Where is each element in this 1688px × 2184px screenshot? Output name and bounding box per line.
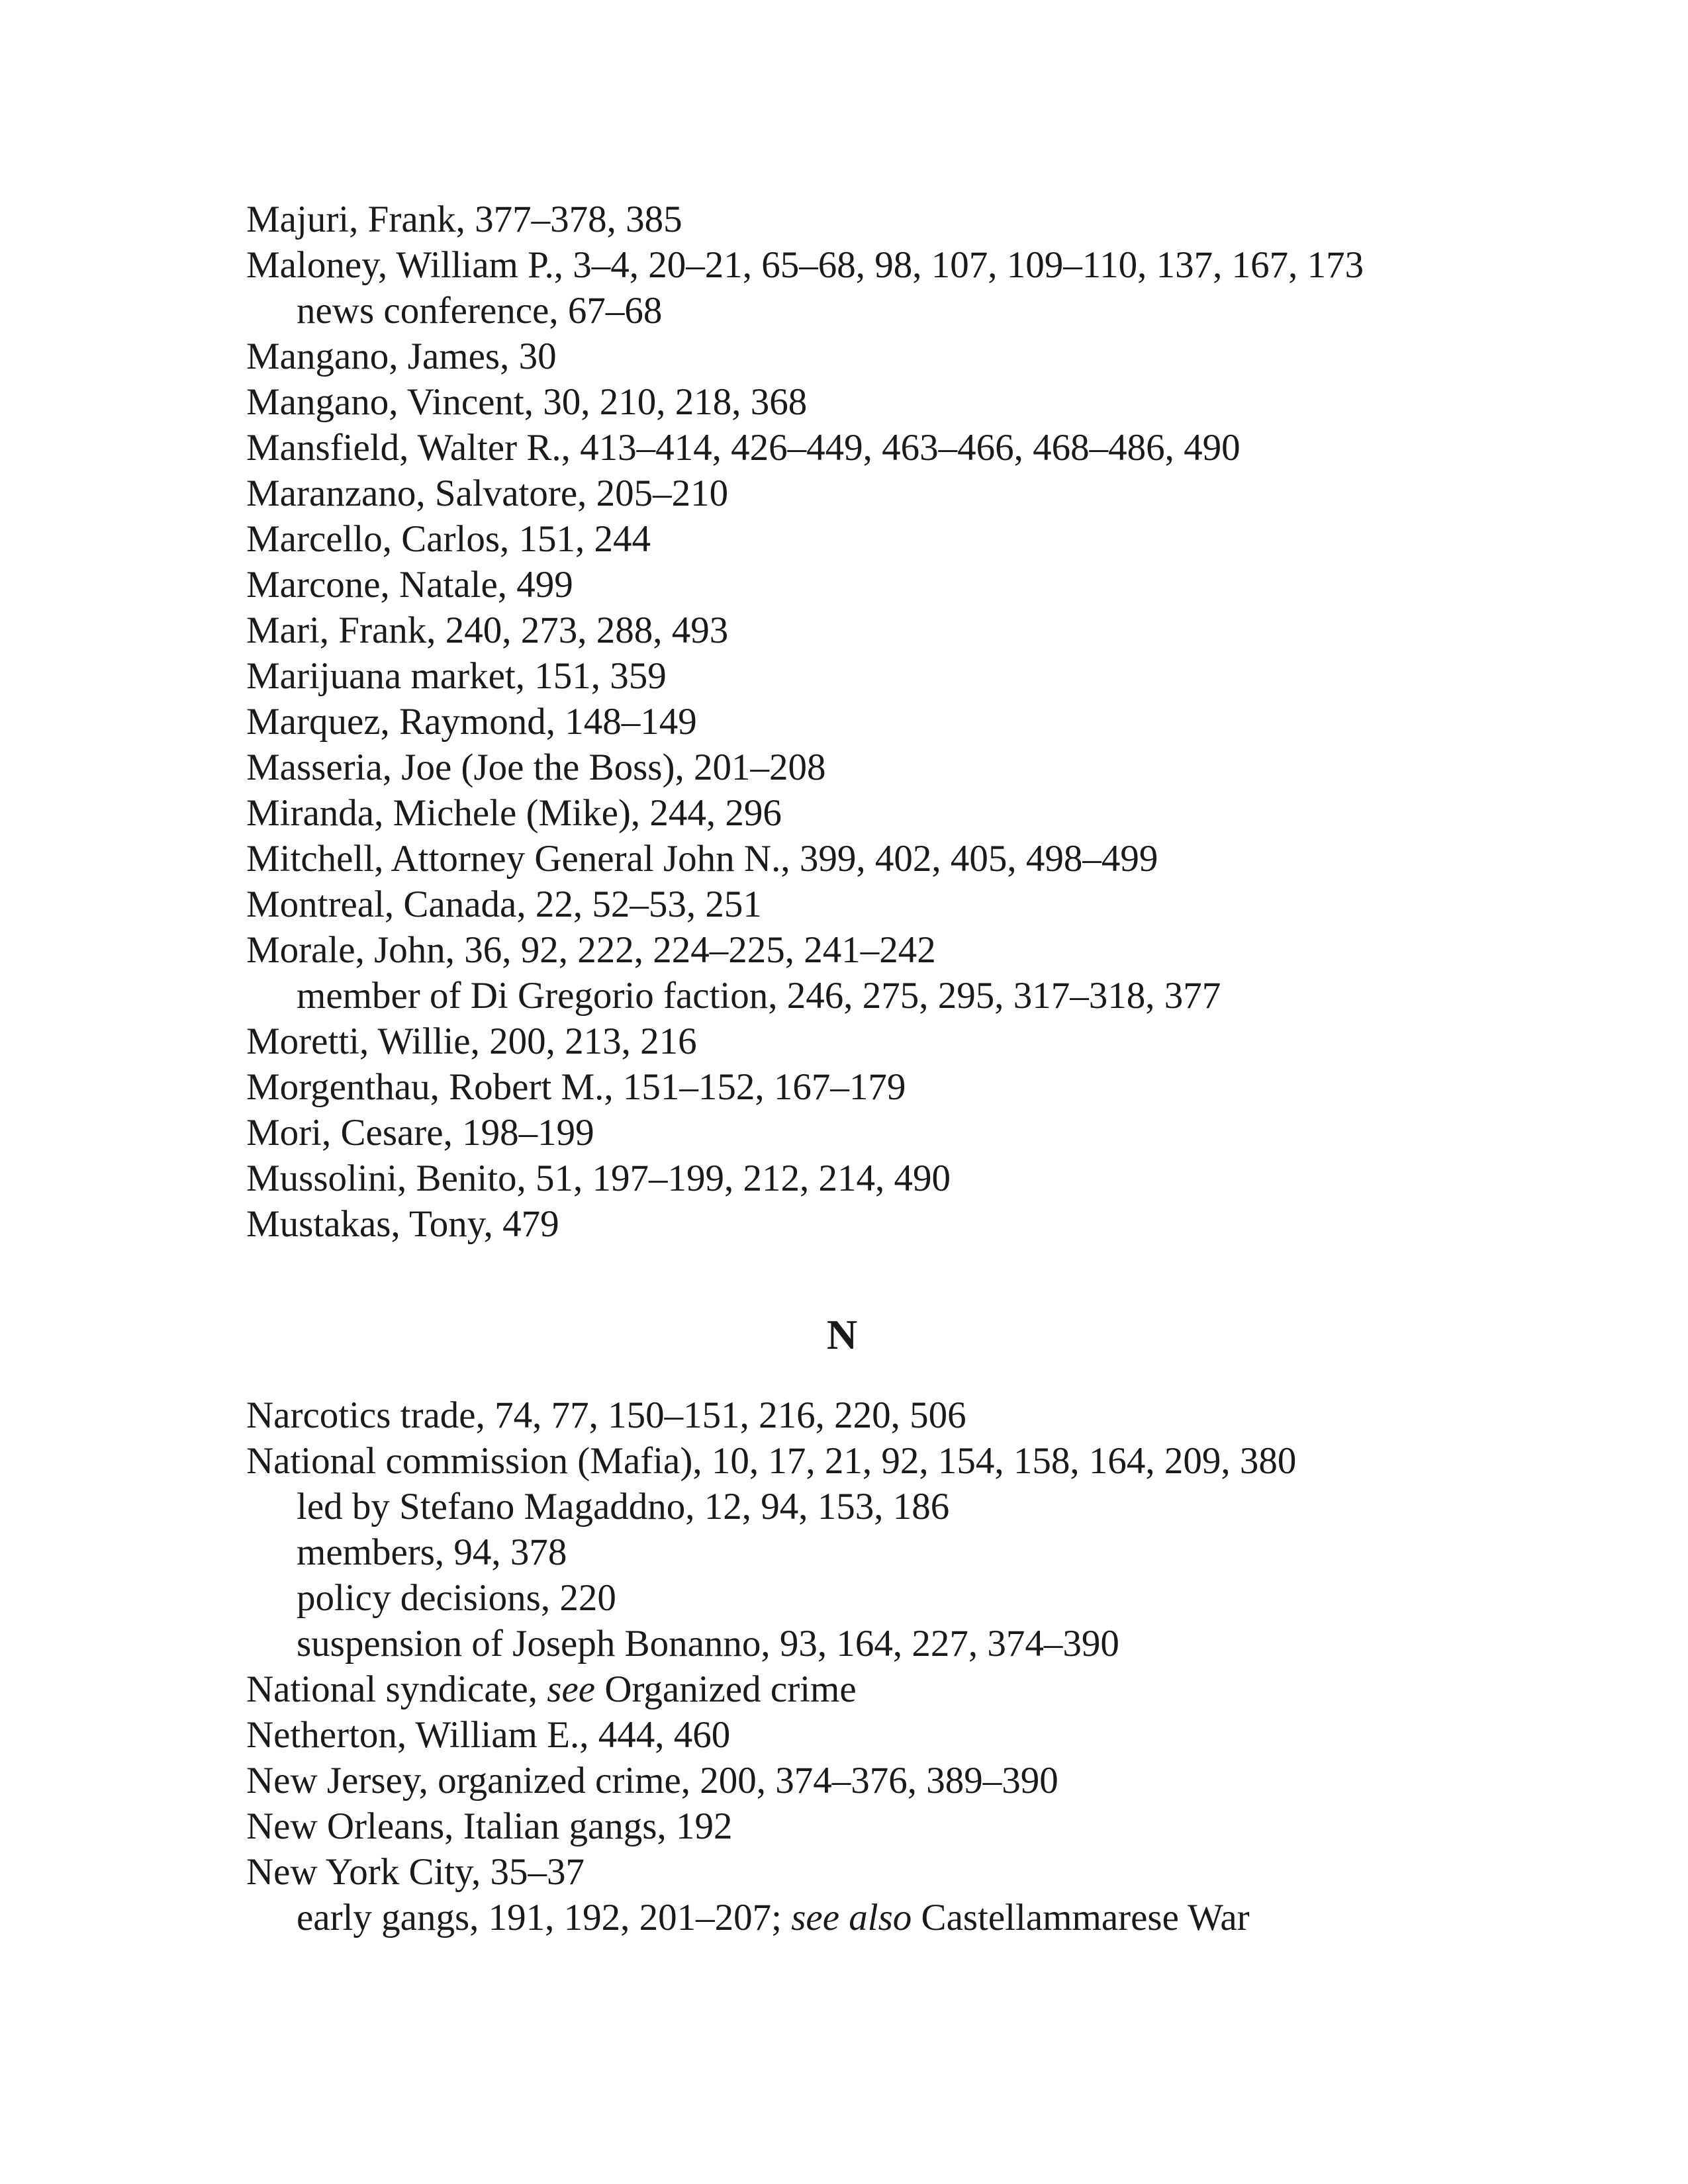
index-subentry [246,1895,1537,1940]
index-entry [246,1666,1537,1712]
index-entry: Netherton, William E., 444, 460 [246,1714,731,1756]
index-entry: Mustakas, Tony, 479 [246,1203,559,1245]
index-subentry: members, 94, 378 [297,1531,567,1573]
index-section [246,1311,1537,1940]
index-entry: Mari, Frank, 240, 273, 288, 493 [246,610,729,651]
index-entry: Mitchell, Attorney General John N., 399, 402, 405, 498–499 [246,838,1158,880]
index-entry: Majuri, Frank, 377–378, 385 [246,199,682,240]
index-subentry: led by Stefano Magaddno, 12, 94, 153, 186 [297,1486,950,1527]
index-entry: Marcello, Carlos, 151, 244 [246,518,651,560]
index-page [246,197,1537,1940]
index-subentry: news conference, 67–68 [297,290,663,332]
index-entry: Morgenthau, Robert M., 151–152, 167–179 [246,1066,906,1108]
cross-reference-term: see also [791,1897,912,1938]
index-entry: Moretti, Willie, 200, 213, 216 [246,1021,697,1062]
index-entry: Mansfield, Walter R., 413–414, 426–449, 463–466, 468–486, 490 [246,427,1241,469]
index-entry: Masseria, Joe (Joe the Boss), 201–208 [246,747,826,788]
entry-text: early gangs, 191, 192, 201–207; [297,1897,792,1938]
entry-text: National syndicate, [246,1668,547,1710]
index-entry: Narcotics trade, 74, 77, 150–151, 216, 220, 506 [246,1394,966,1436]
index-entry: Morale, John, 36, 92, 222, 224–225, 241–242 [246,929,936,971]
index-entry: Montreal, Canada, 22, 52–53, 251 [246,884,762,925]
index-entry: Maranzano, Salvatore, 205–210 [246,473,729,514]
index-entry: New Orleans, Italian gangs, 192 [246,1805,733,1847]
index-subentry: policy decisions, 220 [297,1577,616,1619]
index-entry: Marijuana market, 151, 359 [246,655,667,697]
index-entry: National commission (Mafia), 10, 17, 21, 92, 154, 158, 164, 209, 380 [246,1440,1297,1482]
index-entry: New Jersey, organized crime, 200, 374–376, 389–390 [246,1760,1058,1801]
entry-text: Castellammarese War [912,1897,1250,1938]
index-subentry: member of Di Gregorio faction, 246, 275, 295, 317–318, 377 [297,975,1221,1017]
index-entry: Mangano, Vincent, 30, 210, 218, 368 [246,381,808,423]
index-entry: Miranda, Michele (Mike), 244, 296 [246,792,782,834]
index-section [246,197,1537,1247]
letter-heading: N [826,1311,858,1358]
index-entry: Marcone, Natale, 499 [246,564,573,606]
cross-reference-term: see [547,1668,596,1710]
index-entry: Maloney, William P., 3–4, 20–21, 65–68, 98, 107, 109–110, 137, 167, 173 [246,244,1364,286]
index-entry: New York City, 35–37 [246,1851,585,1893]
index-entry: Mangano, James, 30 [246,336,557,377]
index-entry: Marquez, Raymond, 148–149 [246,701,697,743]
index-entry: Mussolini, Benito, 51, 197–199, 212, 214, 490 [246,1158,951,1199]
entry-text: Organized crime [595,1668,857,1710]
index-entry: Mori, Cesare, 198–199 [246,1112,594,1154]
index-subentry: suspension of Joseph Bonanno, 93, 164, 227, 374–390 [297,1623,1119,1664]
